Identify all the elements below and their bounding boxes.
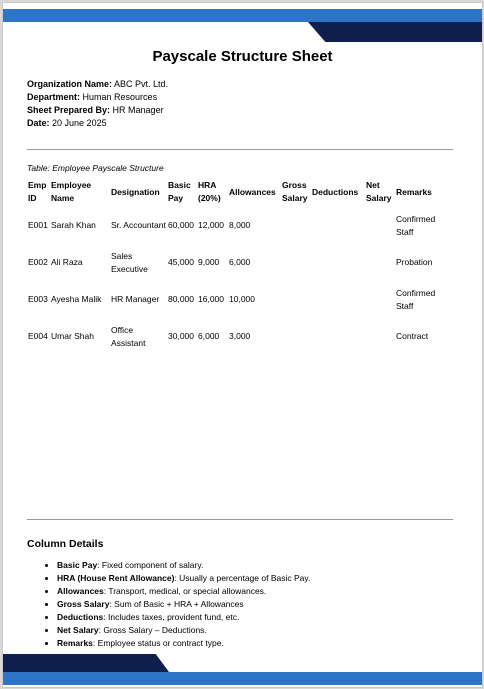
table-cell: 3,000 (229, 331, 251, 341)
payscale-table (27, 177, 451, 355)
page-title: Payscale Structure Sheet (152, 48, 333, 65)
header-cell: Gross Salary (282, 180, 308, 203)
header-cell: Net Salary (366, 180, 392, 203)
table-row (27, 207, 451, 244)
table-cell (311, 244, 365, 281)
column-details-list (27, 559, 310, 650)
table-cell (365, 318, 395, 355)
table-cell: 8,000 (229, 220, 251, 230)
header-cell: HRA (20%) (198, 180, 221, 203)
meta-prepared-by: Sheet Prepared By: HR Manager (27, 105, 164, 115)
table-cell: 9,000 (198, 257, 220, 267)
footer-band-dark (3, 654, 169, 672)
table-header-row (27, 177, 451, 207)
table-caption: Table: Employee Payscale Structure (27, 163, 164, 173)
table-cell: 80,000 (168, 294, 194, 304)
table-cell (281, 244, 311, 281)
table-row (27, 281, 451, 318)
table-cell: 10,000 (229, 294, 255, 304)
table-cell: 30,000 (168, 331, 194, 341)
column-details-heading: Column Details (27, 538, 104, 550)
table-cell: Umar Shah (51, 331, 94, 341)
table-cell: Office Assistant (111, 324, 146, 348)
table-cell: Probation (396, 257, 433, 267)
table-cell: Ali Raza (51, 257, 83, 267)
list-item: • Deductions: Includes taxes, provident fund, etc. (57, 611, 310, 624)
document-page (2, 2, 483, 688)
header-cell: Employee Name (51, 180, 92, 203)
header-cell: Deductions (312, 186, 359, 197)
document-meta (27, 78, 168, 130)
table-cell (281, 207, 311, 244)
header-cell: Basic Pay (168, 180, 191, 203)
table-cell: HR Manager (111, 294, 160, 304)
meta-date: Date: 20 June 2025 (27, 118, 107, 128)
header-band-dark (308, 22, 482, 42)
header-cell: Remarks (396, 186, 432, 197)
list-item: • Net Salary: Gross Salary – Deductions. (57, 624, 310, 637)
list-item: • Remarks: Employee status or contract type. (57, 637, 310, 650)
table-cell (281, 281, 311, 318)
table-cell: E002 (28, 257, 48, 267)
table-cell (311, 207, 365, 244)
table-cell: Confirmed Staff (396, 287, 436, 311)
table-cell: E001 (28, 220, 48, 230)
list-item: • HRA (House Rent Allowance): Usually a percentage of Basic Pay. (57, 572, 310, 585)
table-cell (311, 281, 365, 318)
header-cell: Designation (111, 186, 160, 197)
header-cell: Emp ID (28, 180, 47, 203)
table-cell: E003 (28, 294, 48, 304)
table-cell: 6,000 (198, 331, 220, 341)
divider-top (27, 149, 453, 150)
table-cell: Sarah Khan (51, 220, 96, 230)
table-cell: Confirmed Staff (396, 213, 436, 237)
meta-organization: Organization Name: ABC Pvt. Ltd. (27, 79, 169, 89)
table-cell: 6,000 (229, 257, 251, 267)
table-cell: E004 (28, 331, 48, 341)
table-cell (365, 281, 395, 318)
table-cell (365, 244, 395, 281)
table-cell (365, 207, 395, 244)
table-cell: Ayesha Malik (51, 294, 102, 304)
table-row (27, 244, 451, 281)
list-item: • Basic Pay: Fixed component of salary. (57, 559, 310, 572)
table-cell: 45,000 (168, 257, 194, 267)
table-cell (311, 318, 365, 355)
header-band-light (3, 9, 482, 22)
meta-department: Department: Human Resources (27, 92, 158, 102)
divider-bottom (27, 519, 453, 520)
list-item: • Allowances: Transport, medical, or special allowances. (57, 585, 310, 598)
table-cell: 12,000 (198, 220, 224, 230)
footer-band-light (3, 672, 482, 685)
table-cell: Sr. Accountant (111, 220, 166, 230)
table-cell: Contract (396, 331, 429, 341)
table-cell: 60,000 (168, 220, 194, 230)
list-item: • Gross Salary: Sum of Basic + HRA + Allowances (57, 598, 310, 611)
table-cell: Sales Executive (111, 250, 148, 274)
table-cell: 16,000 (198, 294, 224, 304)
table-cell (281, 318, 311, 355)
header-cell: Allowances (229, 186, 276, 197)
table-row (27, 318, 451, 355)
